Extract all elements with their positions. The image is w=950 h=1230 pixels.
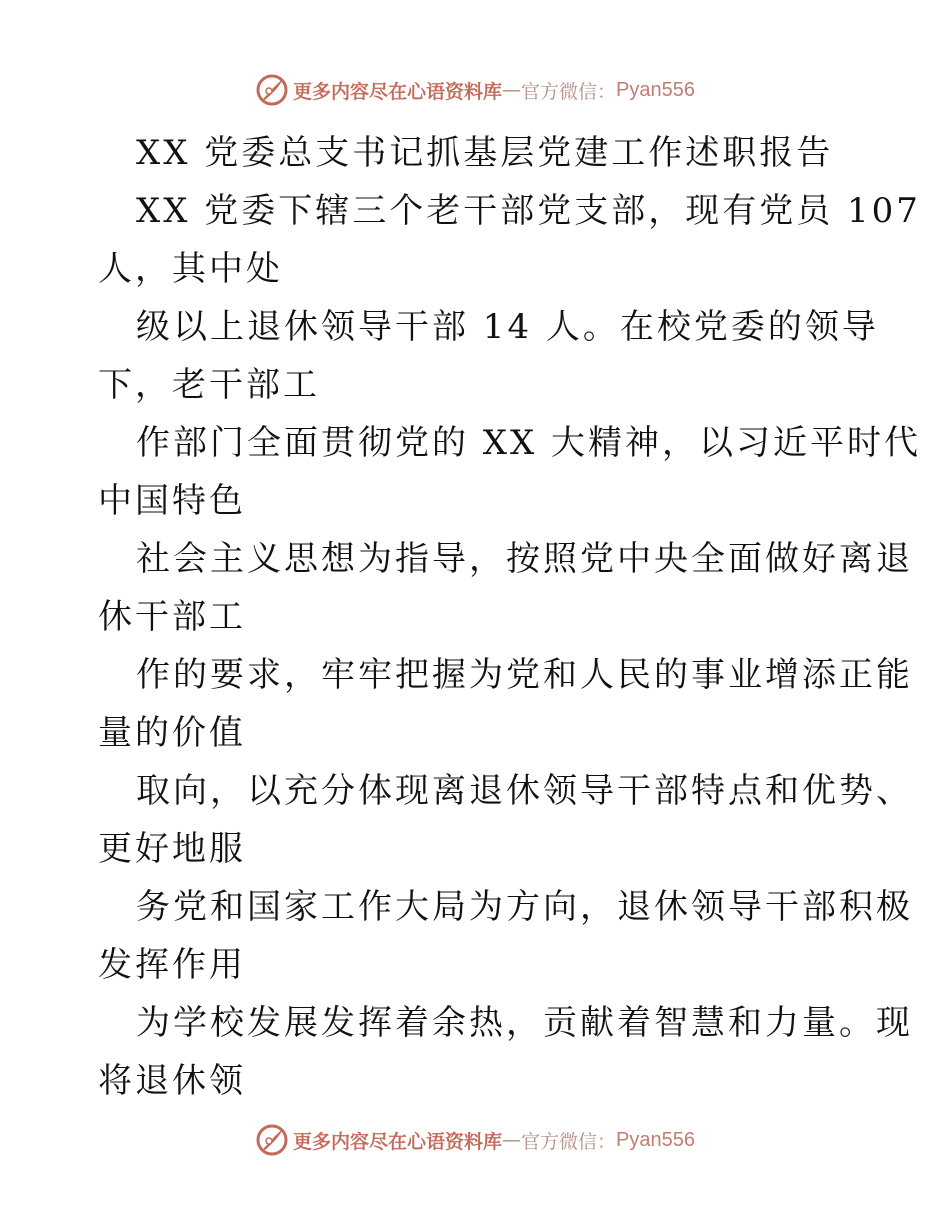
paragraph-line: 下，老干部工 [98,365,320,405]
paragraph-line: 社会主义思想为指导，按照党中央全面做好离退 [136,539,913,579]
paragraph-line: 级以上退休领导干部 14 人。在校党委的领导 [136,307,879,347]
paragraph-line: 量的价值 [98,713,246,753]
paragraph-line: 中国特色 [98,481,246,521]
footer-wechat-label: 官方微信： [521,1130,617,1153]
footer-wechat-id: Pyan556 [616,1128,695,1151]
footer-banner [0,1118,950,1162]
paragraph-line: 作的要求，牢牢把握为党和人民的事业增添正能 [136,655,913,695]
paragraph-line: 人，其中处 [98,249,283,289]
footer-separator: — [502,1129,522,1151]
header-banner [0,68,950,112]
paragraph-line: 为学校发展发挥着余热，贡献着智慧和力量。现 [136,1003,913,1043]
header-separator: — [502,79,522,101]
paragraph-line: XX 党委下辖三个老干部党支部，现有党员 107 [136,191,921,231]
paragraph-line: 休干部工 [98,597,246,637]
paragraph-line: 发挥作用 [98,945,246,985]
paragraph-line: 取向，以充分体现离退休领导干部特点和优势、 [136,771,913,811]
paragraph-line: 作部门全面贯彻党的 XX 大精神，以习近平时代 [136,423,922,463]
document-body [98,124,922,1110]
paragraph-line: 将退休领 [98,1061,246,1101]
header-wechat-label: 官方微信： [521,80,617,103]
paragraph-line: 更好地服 [98,829,246,869]
quill-logo-icon [255,1123,289,1157]
paragraph-line: 务党和国家工作大局为方向，退休领导干部积极 [136,887,913,927]
document-title: XX 党委总支书记抓基层党建工作述职报告 [136,133,834,173]
footer-brand-text: 更多内容尽在心语资料库 [293,1130,503,1153]
header-brand-text: 更多内容尽在心语资料库 [293,80,503,103]
header-wechat-id: Pyan556 [616,78,695,101]
quill-logo-icon [255,73,289,107]
